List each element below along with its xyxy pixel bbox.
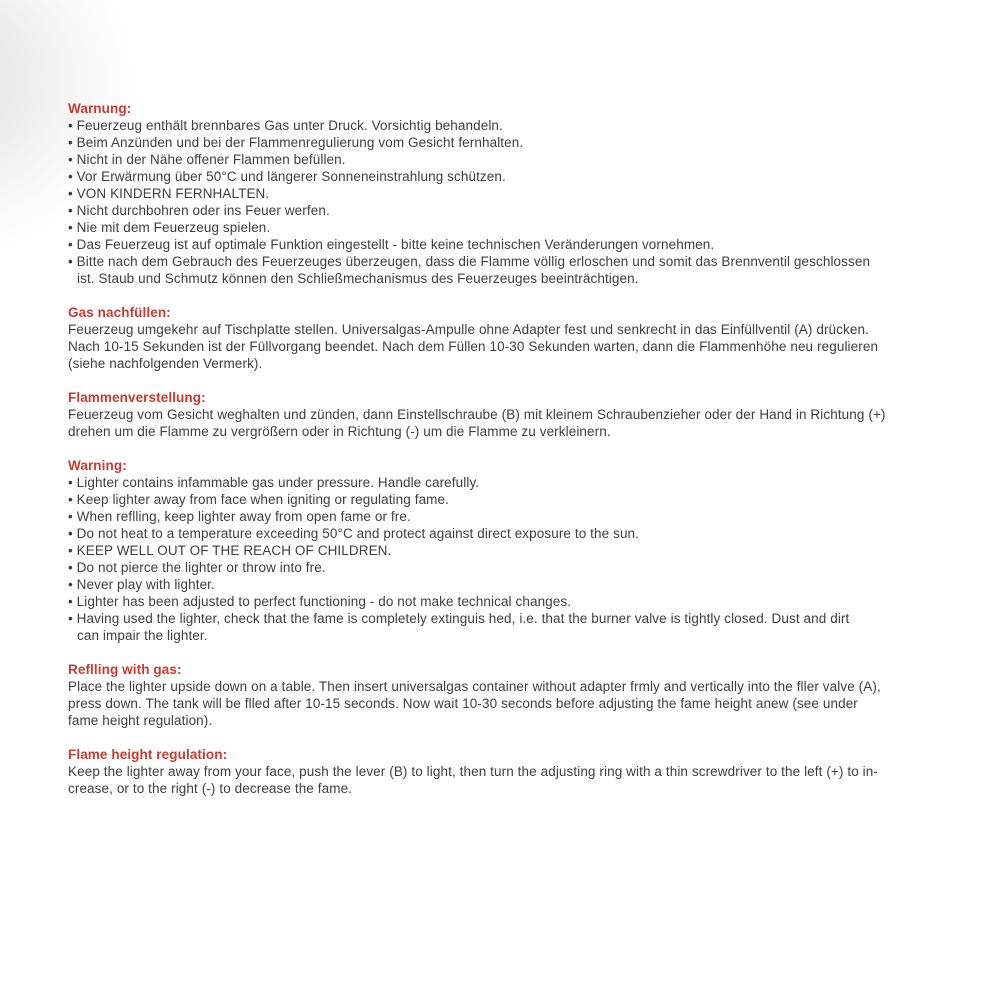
text-line: • Beim Anzünden und bei der Flammenregulierung vom Gesicht fernhalten.: [68, 135, 524, 150]
text-line: • Lighter has been adjusted to perfect functioning - do not make technical changes.: [68, 594, 572, 609]
section-heading: Gas nachfüllen:: [68, 305, 171, 320]
text-line: Keep the lighter away from your face, push the lever (B) to light, then turn the adjusting ring with a thin screwdriver to the left (+) to in-: [68, 764, 878, 779]
text-line: • Vor Erwärmung über 50°C und längerer Sonneneinstrahlung schützen.: [68, 169, 506, 184]
text-line: • Do not pierce the lighter or throw into fre.: [68, 560, 326, 575]
text-line: • Das Feuerzeug ist auf optimale Funktion eingestellt - bitte keine technischen Veränderungen vornehmen.: [68, 237, 715, 252]
text-line: press down. The tank will be flled after 10-15 seconds. Now wait 10-30 seconds before adjusting the fame height anew (see under: [68, 696, 858, 711]
text-line: Feuerzeug umgekehr auf Tischplatte stellen. Universalgas-Ampulle ohne Adapter fest und senkrecht in das Einfüllventil (A) drücken.: [68, 322, 869, 337]
section-4: [68, 457, 908, 644]
section-1: [68, 100, 908, 287]
text-line: • VON KINDERN FERNHALTEN.: [68, 186, 270, 201]
section-3: [68, 389, 908, 440]
text-line: • Do not heat to a temperature exceeding 50°C and protect against direct exposure to the sun.: [68, 526, 640, 541]
text-line: drehen um die Flamme zu vergrößern oder in Richtung (-) um die Flamme zu verkleinern.: [68, 424, 611, 439]
section-heading: Flammenverstellung:: [68, 390, 206, 405]
text-line: • Keep lighter away from face when igniting or regulating fame.: [68, 492, 449, 507]
text-line: • Nie mit dem Feuerzeug spielen.: [68, 220, 271, 235]
text-line: • Having used the lighter, check that the fame is completely extinguis hed, i.e. that the burner valve is tightly closed. Dust and dirt: [68, 611, 850, 626]
text-line: Nach 10-15 Sekunden ist der Füllvorgang beendet. Nach dem Füllen 10-30 Sekunden warten, dann die Flammenhöhe neu regulieren: [68, 339, 879, 354]
text-line: can impair the lighter.: [77, 628, 208, 643]
text-line: (siehe nachfolgenden Vermerk).: [68, 356, 263, 371]
text-line: • Bitte nach dem Gebrauch des Feuerzeuges überzeugen, dass die Flamme völlig erloschen und somit das Brennventil geschlossen: [68, 254, 871, 269]
section-5: [68, 661, 908, 729]
text-line: fame height regulation).: [68, 713, 213, 728]
text-line: Place the lighter upside down on a table. Then insert universalgas container without adapter frmly and vertically into the fller valve (A),: [68, 679, 881, 694]
section-heading: Flame height regulation:: [68, 747, 228, 762]
text-line: • Nicht durchbohren oder ins Feuer werfen.: [68, 203, 330, 218]
text-line: • KEEP WELL OUT OF THE REACH OF CHILDREN.: [68, 543, 392, 558]
section-heading: Warning:: [68, 458, 127, 473]
text-line: • Nicht in der Nähe offener Flammen befüllen.: [68, 152, 346, 167]
text-line: crease, or to the right (-) to decrease the fame.: [68, 781, 353, 796]
section-heading: Warnung:: [68, 101, 132, 116]
section-2: [68, 304, 908, 372]
text-line: Feuerzeug vom Gesicht weghalten und zünden, dann Einstellschraube (B) mit kleinem Schraubenzieher oder der Hand in Richtung (+): [68, 407, 886, 422]
text-line: • When reflling, keep lighter away from open fame or fre.: [68, 509, 411, 524]
section-heading: Reflling with gas:: [68, 662, 182, 677]
text-line: • Never play with lighter.: [68, 577, 215, 592]
instruction-document: [68, 100, 908, 814]
text-line: • Feuerzeug enthält brennbares Gas unter Druck. Vorsichtig behandeln.: [68, 118, 503, 133]
text-line: • Lighter contains infammable gas under pressure. Handle carefully.: [68, 475, 480, 490]
text-line: ist. Staub und Schmutz können den Schließmechanismus des Feuerzeuges beeinträchtigen.: [77, 271, 639, 286]
section-6: [68, 746, 908, 797]
